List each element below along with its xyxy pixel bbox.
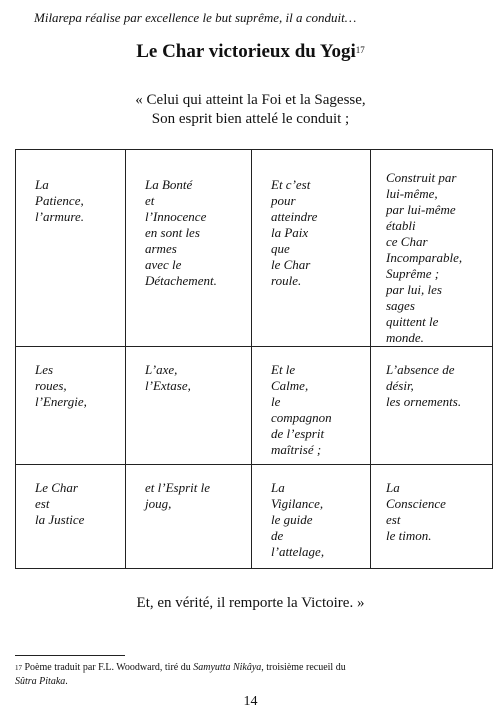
verse-line: que: [271, 241, 290, 256]
table-cell: [126, 347, 252, 465]
verse-line: sages: [386, 298, 415, 313]
cell-verse: [16, 465, 125, 528]
cell-verse: [252, 150, 370, 289]
verse-line: l’Extase,: [145, 378, 191, 393]
verse-line: pour: [271, 193, 296, 208]
intro-line: « Celui qui atteint la Foi et la Sagesse,: [135, 92, 366, 108]
verse-line: compagnon: [271, 410, 332, 425]
verse-line: Conscience: [386, 496, 446, 511]
verse-line: lui-même,: [386, 186, 438, 201]
footnote-reference: 17: [355, 45, 365, 55]
verse-line: l’attelage,: [271, 544, 325, 559]
table-row: [16, 150, 493, 347]
footnote-text: , troisième recueil du: [261, 662, 346, 673]
table-cell: [371, 150, 493, 347]
table-cell: [126, 150, 252, 347]
verse-line: quittent le: [386, 314, 439, 329]
verse-line: Vigilance,: [271, 496, 324, 511]
verse-line: La: [35, 177, 49, 192]
verse-line: de l’esprit: [271, 426, 325, 441]
verse-line: ce Char: [386, 234, 428, 249]
verse-line: est: [386, 512, 401, 527]
verse-line: est: [35, 496, 50, 511]
footnote-number: 17: [15, 664, 22, 672]
verse-line: établi: [386, 218, 416, 233]
footnote: [15, 661, 485, 689]
table-cell: [16, 465, 126, 569]
cell-verse: [252, 347, 370, 458]
verse-line: la Paix: [271, 225, 309, 240]
poem-title-text: Le Char victorieux du Yogi: [136, 41, 356, 62]
table-cell: [371, 465, 493, 569]
verse-line: avec le: [145, 257, 182, 272]
table-row: [16, 465, 493, 569]
poem-title: [0, 40, 501, 64]
verse-line: Le Char: [35, 480, 78, 495]
table-cell: [252, 150, 371, 347]
running-header: Milarepa réalise par excellence le but suprême, il a conduit…: [34, 10, 357, 25]
verse-line: les ornements.: [386, 394, 462, 409]
verse-line: et l’Esprit le: [145, 480, 210, 495]
verse-line: et: [145, 193, 155, 208]
cell-verse: [371, 465, 492, 544]
verse-line: de: [271, 528, 284, 543]
footnote-collection-title: Sûtra Pitaka: [15, 676, 66, 687]
cell-verse: [16, 347, 125, 410]
verse-line: Construit par: [386, 170, 457, 185]
verse-line: L’axe,: [145, 362, 178, 377]
verse-line: roues,: [35, 378, 67, 393]
footnote-text: Poème traduit par F.L. Woodward, tiré du: [22, 662, 194, 673]
verse-line: Patience,: [35, 193, 84, 208]
verse-line: l’Energie,: [35, 394, 87, 409]
verse-line: le timon.: [386, 528, 432, 543]
verse-line: le: [271, 394, 281, 409]
table-cell: [252, 465, 371, 569]
poem-intro: [0, 91, 501, 129]
verse-line: le guide: [271, 512, 313, 527]
verse-line: maîtrisé ;: [271, 442, 322, 457]
verse-line: désir,: [386, 378, 414, 393]
verse-line: Détachement.: [145, 273, 217, 288]
verse-line: La: [271, 480, 285, 495]
cell-verse: [16, 150, 125, 225]
verse-line: L’absence de: [386, 362, 455, 377]
footnote-separator: [15, 655, 125, 656]
verse-line: l’Innocence: [145, 209, 207, 224]
verse-line: en sont les: [145, 225, 200, 240]
verse-line: monde.: [386, 330, 424, 345]
verse-line: Calme,: [271, 378, 309, 393]
verse-line: roule.: [271, 273, 302, 288]
poem-closing-line: Et, en vérité, il remporte la Victoire. »: [136, 595, 365, 611]
footnote-text: .: [65, 676, 68, 687]
cell-verse: [126, 150, 251, 289]
verse-line: l’armure.: [35, 209, 84, 224]
verse-line: Les: [35, 362, 54, 377]
table-row: [16, 347, 493, 465]
cell-verse: [126, 465, 251, 512]
verse-line: joug,: [145, 496, 172, 511]
table-cell: [16, 150, 126, 347]
verse-line: La Bonté: [145, 177, 193, 192]
verse-line: Suprême ;: [386, 266, 440, 281]
cell-verse: [126, 347, 251, 394]
cell-verse: [252, 465, 370, 560]
cell-verse: [371, 347, 492, 410]
verse-line: La: [386, 480, 400, 495]
table-cell: [252, 347, 371, 465]
table-cell: [126, 465, 252, 569]
verse-line: Incomparable,: [386, 250, 463, 265]
cell-verse: [371, 150, 492, 346]
verse-line: le Char: [271, 257, 311, 272]
intro-line: Son esprit bien attelé le conduit ;: [151, 111, 350, 127]
page-number: 14: [243, 694, 258, 709]
verse-line: par lui, les: [386, 282, 442, 297]
verse-line: Et c’est: [271, 177, 311, 192]
table-cell: [371, 347, 493, 465]
verse-line: armes: [145, 241, 177, 256]
table-cell: [16, 347, 126, 465]
footnote-work-title: Samyutta Nikâya: [193, 662, 262, 673]
poem-table: [15, 149, 493, 569]
verse-line: Et le: [271, 362, 296, 377]
verse-line: la Justice: [35, 512, 85, 527]
verse-line: atteindre: [271, 209, 318, 224]
verse-line: par lui-même: [386, 202, 456, 217]
